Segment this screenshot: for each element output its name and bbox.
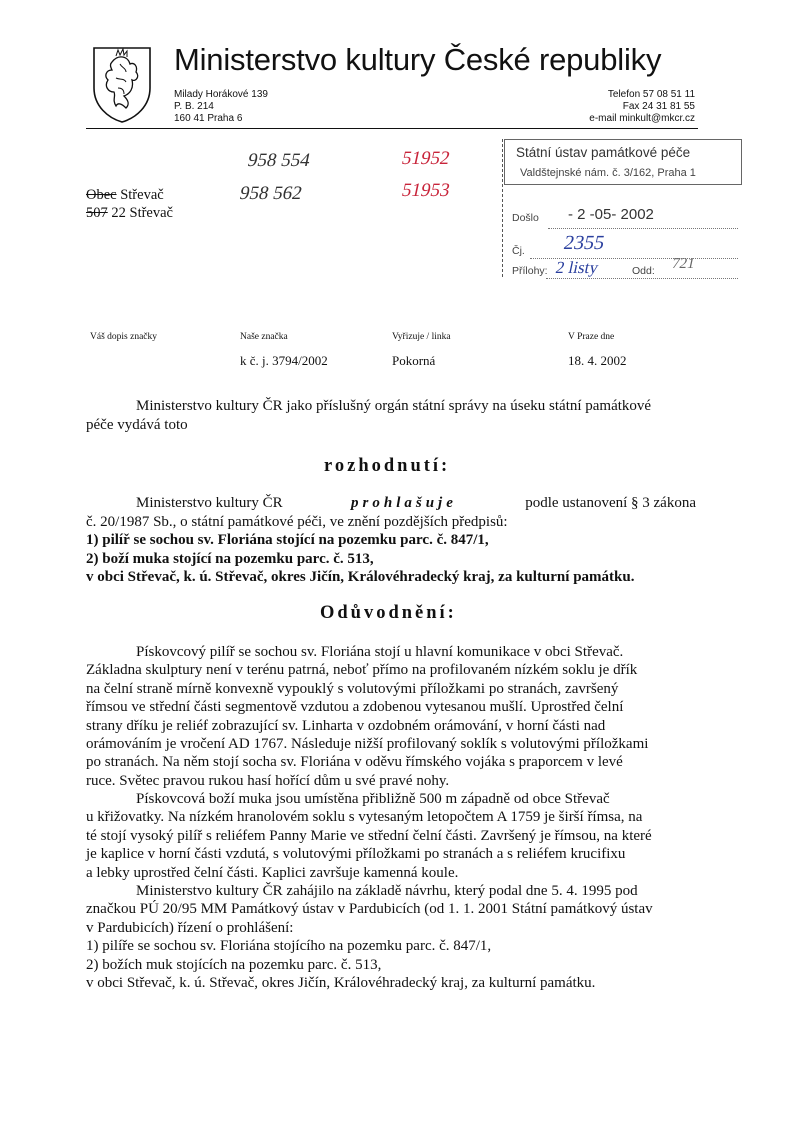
contact-fax: Fax 24 31 81 55: [622, 101, 695, 112]
ref-label-our-ref: Naše značka: [240, 332, 288, 342]
ref-our-ref-value: k č. j. 3794/2002: [240, 353, 328, 368]
stamp-ref-handwritten: 2355: [561, 232, 607, 254]
decision-text: v obci Střevač, k. ú. Střevač, okres Jičín, Královéhradecký kraj, za kulturní památku.: [86, 569, 635, 585]
decision-statement: [136, 494, 696, 512]
stamp-dept-handwritten: 721: [670, 256, 697, 272]
ministry-title: Ministerstvo kultury České republiky: [174, 42, 662, 77]
text-line: římsou ve střední části segmentově vzdutou a zdobenou vytesanou mušlí. Uprostřed čelní: [86, 699, 624, 716]
handwritten-number: 958 554: [245, 150, 313, 171]
ministry-address: [174, 89, 268, 125]
intro-paragraph: péče vydává toto: [86, 417, 188, 433]
intro-paragraph: Ministerstvo kultury ČR jako příslušný orgán státní správy na úseku státní památkové: [136, 398, 652, 414]
reasoning-paragraph: [86, 790, 698, 882]
stamp-dotted-line: [548, 228, 738, 229]
recipient-line-struck: 507: [86, 205, 108, 221]
decision-item: 2) boží muka stojící na pozemku parc. č. 513,: [86, 551, 374, 567]
text-line: strany dříku je reliéf zobrazující sv. Linharta v ozdobném orámování, v horní části nad: [86, 717, 606, 734]
ref-handled-by-value: Pokorná: [392, 353, 436, 368]
contact-phone: Telefon 57 08 51 11: [607, 89, 695, 100]
text-line: 2) božích muk stojících na pozemku parc. č. 513,: [86, 956, 382, 973]
text-line: u křižovatky. Na nízkém hranolovém soklu s vytesaným letopočtem A 1759 je širší římsa, na: [86, 809, 643, 826]
recipient-line-text: 22 Střevač: [107, 205, 173, 221]
czech-coat-of-arms-icon: [90, 44, 154, 124]
handwritten-red-number: 51953: [399, 180, 452, 201]
address-line: Milady Horákové 139: [174, 89, 268, 100]
recipient-line-struck: Obec: [86, 187, 117, 203]
stamp-attachments-label: Přílohy:: [512, 265, 548, 277]
text-line: po stranách. Na něm stojí socha sv. Floriána v oděvu římského vojáka s praporcem v levé: [86, 754, 623, 771]
text-line: Ministerstvo kultury ČR zahájilo na základě návrhu, který podal dne 5. 4. 1995 pod: [136, 883, 638, 899]
reasoning-paragraph: [86, 882, 698, 992]
text-line: a lebky uprostřed čelní části. Kaplici završuje kamenná koule.: [86, 864, 459, 881]
decision-heading: rozhodnutí:: [324, 456, 451, 476]
reasoning-heading: Odůvodnění:: [320, 603, 457, 623]
text-line: Základna skulptury není v terénu patrná, neboť přímo na profilovaném nízkém soklu je dřík: [86, 662, 638, 679]
text-line: orámováním je vročení AD 1767. Následuje nižší profilovaný soklík s volutovými příložkami: [86, 736, 649, 753]
stamp-attachments-handwritten: 2 listy: [554, 258, 601, 277]
stamp-ref-label: Čj.: [512, 245, 525, 257]
decision-text: Ministerstvo kultury ČR: [136, 495, 283, 511]
address-line: P. B. 214: [174, 101, 214, 112]
recipient-line: [86, 186, 173, 204]
text-line: Pískovcová boží muka jsou umístěna přibližně 500 m západně od obce Střevač: [136, 791, 610, 807]
header-divider: [86, 128, 698, 129]
recipient-line: [86, 204, 173, 222]
ref-label-date: V Praze dne: [568, 332, 615, 342]
handwritten-red-number: 51952: [399, 148, 452, 169]
ministry-contact: [589, 89, 695, 125]
text-line: ruce. Světec pravou rukou hasí hořící dům u své pravé nohy.: [86, 772, 450, 789]
decision-text: podle ustanovení § 3 zákona: [525, 495, 696, 511]
text-line: Pískovcový pilíř se sochou sv. Floriána stojí u hlavní komunikace v obci Střevač.: [136, 644, 624, 660]
text-line: je kaplice v horní části vzdutá, s volutovými příložkami po stranách a s reliéfem krucifixu: [86, 846, 626, 863]
handwritten-number: 958 562: [237, 183, 305, 204]
contact-email: e-mail minkult@mkcr.cz: [589, 113, 695, 124]
ref-label-handled-by: Vyřizuje / linka: [392, 332, 451, 342]
recipient-address: [86, 186, 173, 222]
text-line: v obci Střevač, k. ú. Střevač, okres Jičín, Královéhradecký kraj, za kulturní památku.: [86, 975, 596, 992]
decision-item: 1) pilíř se sochou sv. Floriána stojící na pozemku parc. č. 847/1,: [86, 532, 489, 548]
text-line: značkou PÚ 20/95 MM Památkový ústav v Pardubicích (od 1. 1. 2001 Státní památkový ústav: [86, 901, 653, 918]
decision-keyword: prohlašuje: [351, 495, 457, 511]
stamp-dept-label: Odd:: [632, 265, 655, 277]
text-line: 1) pilíře se sochou sv. Floriána stojícího na pozemku parc. č. 847/1,: [86, 938, 492, 955]
recipient-line-text: Střevač: [116, 187, 164, 203]
stamp-received-date: - 2 -05- 2002: [568, 206, 654, 223]
reasoning-paragraph: [86, 643, 698, 790]
text-line: na čelní straně mírně konvexně vypouklý s volutovými příložkami po stranách, završený: [86, 680, 619, 697]
text-line: v Pardubicích) řízení o prohlášení:: [86, 919, 294, 936]
ref-date-value: 18. 4. 2002: [568, 353, 627, 368]
text-line: té stojí vysoký pilíř s reliéfem Panny Marie ve střední čelní části. Završený je římsou, na které: [86, 827, 652, 844]
decision-text: č. 20/1987 Sb., o státní památkové péči, ve znění pozdějších předpisů:: [86, 514, 508, 530]
stamp-address: Valdštejnské nám. č. 3/162, Praha 1: [520, 167, 696, 179]
stamp-institution: Státní ústav památkové péče: [516, 145, 691, 160]
address-line: 160 41 Praha 6: [174, 113, 243, 124]
stamp-dotted-line: [546, 278, 738, 279]
ref-label-your-letter: Váš dopis značky: [90, 332, 158, 342]
stamp-received-label: Došlo: [512, 212, 539, 224]
